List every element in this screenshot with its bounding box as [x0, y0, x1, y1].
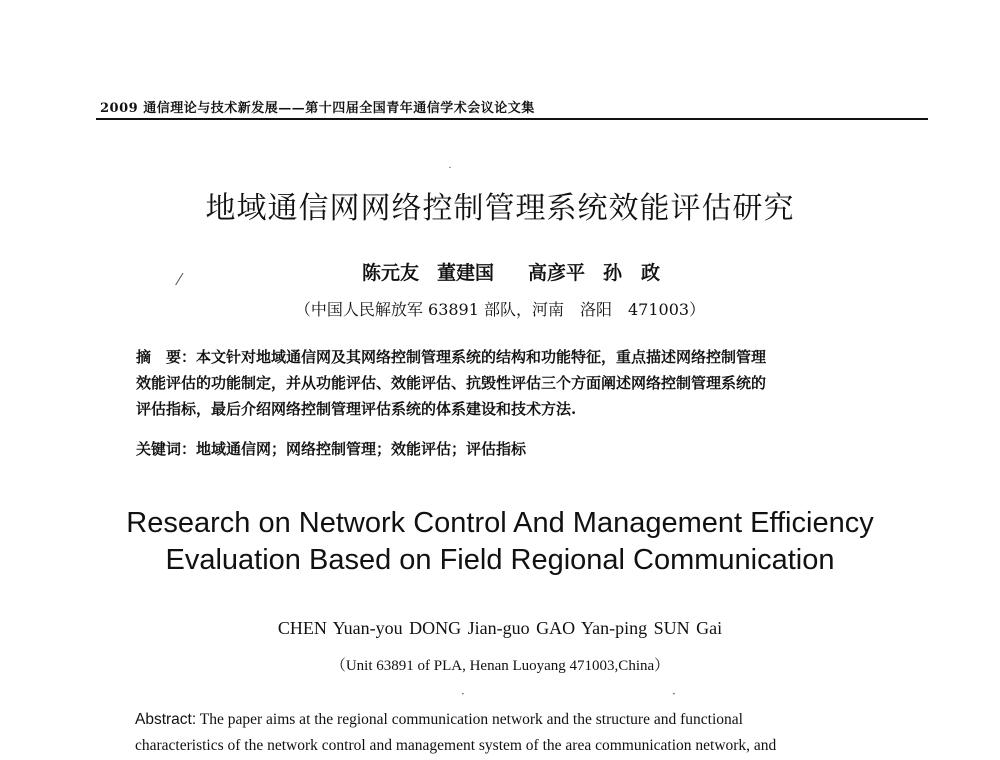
keywords-zh-text: 地域通信网；网络控制管理；效能评估；评估指标: [196, 440, 527, 458]
scan-mark: ⁄: [178, 270, 181, 289]
keywords-zh: [136, 438, 888, 459]
scan-speck: ·: [672, 687, 676, 701]
author-list-zh: [0, 258, 1000, 285]
author-zh: 高彦平: [528, 262, 586, 284]
abstract-en-line: characteristics of the network control and management system of the area communication network, and: [135, 737, 777, 754]
running-head: 2009 通信理论与技术新发展——第十四届全国青年通信学术会议论文集: [100, 101, 535, 116]
abstract-en-text: The paper aims at the regional communication network and the structure and functional: [196, 711, 743, 728]
abstract-zh-line: [136, 344, 888, 370]
affiliation-zh: （中国人民解放军 63891 部队，河南 洛阳 471003）: [294, 300, 706, 319]
paper-title-en-line: Evaluation Based on Field Regional Communication: [165, 544, 835, 576]
scan-speck: ˙: [447, 165, 453, 179]
paper-title-en: [0, 505, 1000, 579]
abstract-zh-text: 本文针对地域通信网及其网络控制管理系统的结构和功能特征，重点描述网络控制管理: [196, 348, 767, 366]
scan-speck: ·: [461, 687, 465, 701]
author-list-en: CHEN Yuan-you DONG Jian-guo GAO Yan-ping SUN Gai: [277, 618, 723, 638]
abstract-zh-line: 效能评估的功能制定，并从功能评估、效能评估、抗毁性评估三个方面阐述网络控制管理系统的: [136, 374, 767, 392]
author-zh: 董建国: [436, 262, 494, 284]
author-zh: 孙 政: [603, 262, 661, 284]
affiliation-en: （Unit 63891 of PLA, Henan Luoyang 471003,China）: [330, 658, 670, 674]
abstract-en-line: [135, 707, 891, 733]
abstract-zh-line: 评估指标，最后介绍网络控制管理评估系统的体系建设和技术方法.: [136, 400, 577, 418]
abstract-zh-label: 摘 要：: [136, 348, 197, 366]
header-rule: [96, 118, 928, 120]
abstract-en: [135, 707, 891, 759]
abstract-en-label: Abstract:: [135, 711, 197, 728]
paper-title-en-line: Research on Network Control And Management Efficiency: [126, 507, 874, 539]
author-zh: 陈元友: [361, 262, 419, 284]
abstract-zh: [136, 344, 888, 422]
keywords-zh-label: 关键词：: [136, 440, 197, 458]
paper-title-zh: 地域通信网网络控制管理系统效能评估研究: [205, 191, 795, 226]
